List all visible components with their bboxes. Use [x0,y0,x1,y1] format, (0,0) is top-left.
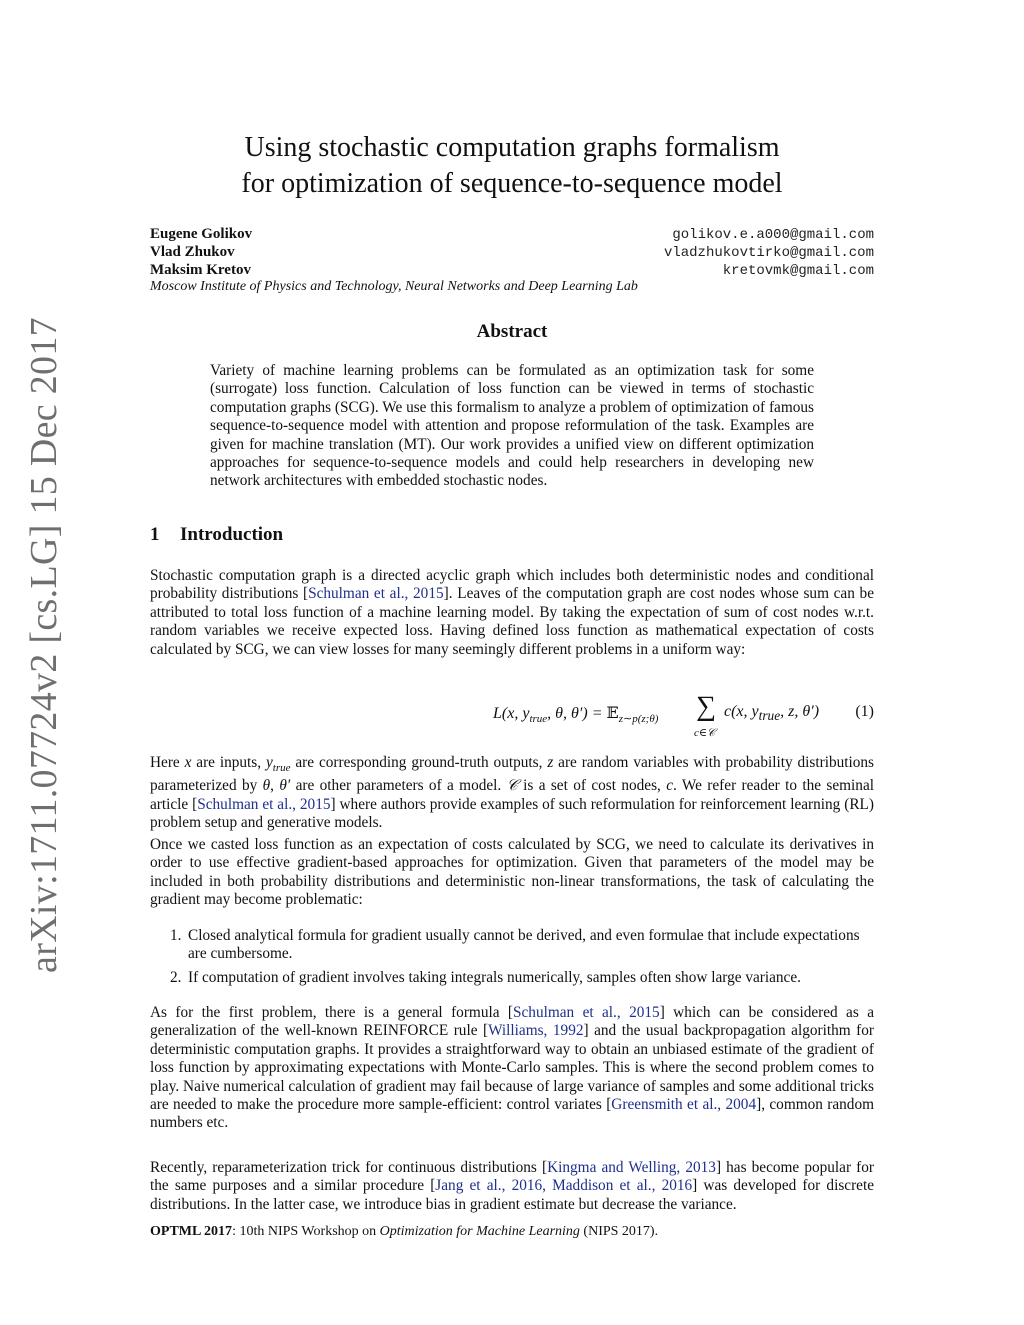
math-var: c [666,777,674,795]
eq-part: , z, θ′) [780,703,820,720]
text-run: , [270,777,280,795]
math-var: θ′ [279,777,291,795]
list-number: 1. [170,927,182,944]
math-var: θ [262,777,271,795]
intro-paragraph-5 [150,1159,874,1214]
text-run: ], common random numbers etc. [150,1096,875,1132]
text-run: ] where authors provide examples of such reformulation for reinforcement learning (RL) problem setup and generative models. [150,795,874,832]
text-run: (NIPS 2017). [579,1224,659,1239]
section-number: 1 [150,524,160,545]
equation-rhs [724,703,819,724]
footer-note [150,1224,658,1240]
abstract-heading: Abstract [476,321,548,342]
math-var: x [184,754,192,771]
text-run: Recently, reparameterization trick for continuous distributions [ [150,1159,548,1176]
citation-link[interactable]: Greensmith et al., 2004 [611,1096,757,1114]
list-text: If computation of gradient involves taking integrals numerically, samples often show large variance. [188,969,801,986]
text-run: Here [150,754,185,771]
affiliation: Moscow Institute of Physics and Technology, Neural Networks and Deep Learning Lab [150,279,638,294]
text-run: are corresponding ground-truth outputs, [290,754,548,771]
equation-lhs [493,703,658,725]
eq-subscript: z∼p(z;θ) [618,713,659,726]
text-run: : 10th NIPS Workshop on [232,1224,380,1239]
intro-paragraph-3: Once we casted loss function as an expectation of costs calculated by SCG, we need to calculate its derivatives in order to use effective gradient-based approaches for optimization. Given that parameters of the model may be included in both probability distributions and deterministic non-linear transformations, the task of calculating the gradient may become problematic: [150,836,874,909]
citation-link[interactable]: Schulman et al., 2015 [308,585,444,603]
list-text: Closed analytical formula for gradient usually cannot be derived, and even formulae that include expectations are cumbersome. [188,927,860,963]
summation-subscript: c∈𝒞 [694,727,716,739]
text-run: ] has become popular for the same purposes and a similar procedure [ [150,1159,874,1195]
citation-link[interactable]: Schulman et al., 2015 [513,1004,660,1021]
citation-link[interactable]: Jang et al., 2016, Maddison et al., 2016 [435,1177,693,1195]
author-email[interactable]: vladzhukovtirko@gmail.com [663,245,874,261]
arxiv-identifier-text: arXiv:1711.07724v2 [cs.LG] 15 Dec 2017 [23,317,65,973]
text-run: are random variables with probability distributions parameterized by [150,754,875,795]
eq-part: L(x, y [493,705,530,722]
intro-paragraph-4 [150,1004,874,1133]
text-run: are other parameters of a model. [290,777,507,795]
math-var: 𝒞 [506,777,518,795]
text-run: ]. Leaves of the computation graph are cost nodes whose sum can be attributed to total loss function of a machine learning model. By taking the expectation of sum of cost nodes w.r.t. random variables we receive expected loss. Having defined loss function as mathematical expectation of costs calculated by SCG, we can view losses for many seemingly different problems in a uniform way: [150,585,874,658]
author-email[interactable]: kretovmk@gmail.com [722,263,874,279]
intro-paragraph-1 [150,567,874,659]
text-run: ] and the usual backpropagation algorithm for deterministic computation graphs. It provides a straightforward way to obtain an unbiased estimate of the gradient of loss function by approximating expectations with Monte-Carlo samples. This is where the second problem comes to play. Naive numerical calculation of gradient may fail because of large variance of samples and some additional tricks are needed to make the procedure more sample-efficient: control variates [ [150,1022,874,1114]
eq-part: c(x, y [724,703,759,720]
title-line-2: for optimization of sequence-to-sequence model [241,168,783,199]
list-item [170,927,874,964]
author-email[interactable]: golikov.e.a000@gmail.com [672,227,874,243]
text-run: ] which can be considered as a generalization of the well-known REINFORCE rule [ [150,1004,874,1040]
footer-venue: OPTML 2017 [150,1224,233,1239]
eq-part: , θ, θ′) = [547,705,607,722]
author-name: Maksim Kretov [150,262,251,278]
eq-subscript: true [529,713,548,726]
list-number: 2. [170,969,182,986]
eq-subscript: true [758,708,781,724]
author-name: Eugene Golikov [150,226,253,242]
text-run: Stochastic computation graph is a directed acyclic graph which includes both deterministic nodes and conditional probability distributions [ [150,567,874,603]
paper-title [150,130,874,202]
math-var: z [547,754,554,771]
citation-link[interactable]: Williams, 1992 [488,1022,584,1040]
section-heading [150,524,283,546]
equation-number: (1) [855,703,874,720]
math-var: y [265,754,273,771]
text-run: ] was developed for discrete distributions. In the latter case, we introduce bias in gradient estimate but decrease the variance. [150,1177,874,1213]
section-title: Introduction [180,524,284,545]
equation-1 [150,691,874,746]
list-item [170,969,874,987]
citation-link[interactable]: Kingma and Welling, 2013 [547,1159,716,1176]
text-run: is a set of cost nodes, [517,777,667,795]
intro-paragraph-2 [150,754,874,833]
text-run: are inputs, [191,754,266,771]
author-name: Vlad Zhukov [150,244,235,260]
expectation-symbol: 𝔼 [606,705,619,722]
math-subscript: true [272,762,291,775]
summation-symbol: ∑ [696,691,716,722]
text-run: . We refer reader to the seminal article [ [150,777,874,813]
text-run: As for the first problem, there is a general formula [ [150,1004,513,1021]
footer-workshop-name: Optimization for Machine Learning [379,1224,580,1239]
abstract-text: Variety of machine learning problems can be formulated as an optimization task for some (surrogate) loss function. Calculation of loss function can be viewed in terms of stochastic computation graphs (SCG). We use this formalism to analyze a problem of optimization of famous sequence-to-sequence model with attention and propose reformulation of the task. Examples are given for machine translation (MT). Our work provides a unified view on different optimization approaches for sequence-to-sequence models and could help researchers in developing new network architectures with embedded stochastic nodes. [210,362,814,490]
title-line-1: Using stochastic computation graphs formalism [244,132,780,163]
citation-link[interactable]: Schulman et al., 2015 [197,795,331,813]
